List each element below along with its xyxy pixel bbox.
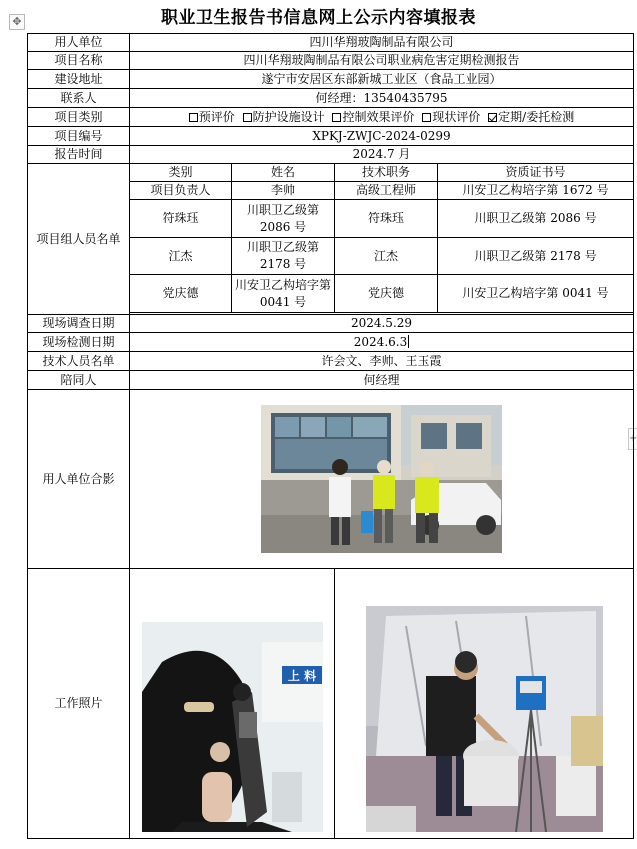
member-name[interactable]: 江杰 [130,238,232,275]
work-photo-1-cell[interactable] [130,569,335,839]
companion-label: 陪同人 [28,371,130,390]
project-no-label: 项目编号 [28,127,130,146]
work-photo-2-cell[interactable] [335,569,634,839]
checkbox-checked-icon[interactable] [488,113,497,122]
contact-label: 联系人 [28,89,130,108]
member-name-2[interactable]: 江杰 [335,238,438,275]
survey-date-value[interactable]: 2024.5.29 [130,315,634,333]
row-test-date [28,333,634,352]
team-header-cert: 资质证书号 [438,164,634,182]
checkbox-icon[interactable] [332,113,341,122]
option-protection-design[interactable] [243,110,325,124]
lead-cert[interactable]: 川安卫乙构培字第 1672 号 [438,182,634,200]
project-type-label: 项目类别 [28,108,130,127]
tech-staff-label: 技术人员名单 [28,352,130,371]
row-group-photo [28,390,634,569]
checkbox-icon[interactable] [243,113,252,122]
option-status-evaluation[interactable] [422,110,480,124]
project-name-label: 项目名称 [28,52,130,70]
row-address [28,70,634,89]
member-cert[interactable]: 川安卫乙构培字第 0041 号 [438,275,634,313]
page-title: 职业卫生报告书信息网上公示内容填报表 [161,8,476,28]
report-time-label: 报告时间 [28,146,130,164]
disclosure-form-table [27,33,634,839]
work-photos-label: 工作照片 [28,569,130,839]
text-cursor [408,335,409,348]
work-photo-2-image[interactable] [366,606,603,832]
option-control-effect[interactable] [332,110,414,124]
member-name-2[interactable]: 符珠珏 [335,200,438,238]
sign-text: 上 料 [287,669,316,683]
report-time-value[interactable]: 2024.7 月 [130,146,634,164]
row-work-photos [28,569,634,839]
address-value[interactable]: 遂宁市安居区东部新城工业区（食品工业园） [130,70,634,89]
test-date-text: 2024.6.3 [353,334,408,349]
option-pre-evaluation[interactable] [189,110,235,124]
lead-category[interactable]: 项目负责人 [130,182,232,200]
member-name[interactable]: 符珠珏 [130,200,232,238]
contact-value[interactable]: 何经理：13540435795 [130,89,634,108]
lead-name[interactable]: 李帅 [232,182,335,200]
row-survey-date [28,315,634,333]
option-label: 现状评价 [432,109,481,124]
member-title[interactable]: 川职卫乙级第 2086 号 [232,200,335,238]
row-project-name [28,52,634,70]
employer-value[interactable]: 四川华翔玻陶制品有限公司 [130,34,634,52]
row-companion [28,371,634,390]
table-move-handle-icon[interactable]: ✥ [9,14,25,30]
team-header-category: 类别 [130,164,232,182]
row-project-type [28,108,634,127]
member-name[interactable]: 党庆德 [130,275,232,313]
member-title[interactable]: 川安卫乙构培字第 0041 号 [232,275,335,313]
project-no-value[interactable]: XPKJ-ZWJC-2024-0299 [130,127,634,146]
survey-date-label: 现场调查日期 [28,315,130,333]
team-header-row [28,164,634,182]
checkbox-icon[interactable] [189,113,198,122]
option-label: 防护设施设计 [252,109,325,124]
team-header-name: 姓名 [232,164,335,182]
project-name-value[interactable]: 四川华翔玻陶制品有限公司职业病危害定期检测报告 [130,52,634,70]
tech-staff-value[interactable]: 许会文、李帅、王玉霞 [130,352,634,371]
member-name-2[interactable]: 党庆德 [335,275,438,313]
option-periodic-testing[interactable] [488,110,574,124]
group-photo-cell[interactable] [130,390,634,569]
row-tech-staff [28,352,634,371]
row-employer [28,34,634,52]
companion-value[interactable]: 何经理 [130,371,634,390]
work-photo-1-image[interactable] [142,622,323,832]
test-date-value[interactable] [130,333,634,352]
table-add-column-icon[interactable]: + [628,428,637,450]
team-label: 项目组人员名单 [28,164,130,315]
row-contact [28,89,634,108]
lead-title[interactable]: 高级工程师 [335,182,438,200]
group-photo-image[interactable] [261,405,502,553]
row-report-time [28,146,634,164]
option-label: 预评价 [198,109,235,124]
group-photo-label: 用人单位合影 [28,390,130,569]
checkbox-icon[interactable] [422,113,431,122]
member-cert[interactable]: 川职卫乙级第 2086 号 [438,200,634,238]
team-header-title: 技术职务 [335,164,438,182]
member-cert[interactable]: 川职卫乙级第 2178 号 [438,238,634,275]
option-label: 定期/委托检测 [498,109,575,124]
option-label: 控制效果评价 [342,109,415,124]
address-label: 建设地址 [28,70,130,89]
row-project-no [28,127,634,146]
test-date-label: 现场检测日期 [28,333,130,352]
employer-label: 用人单位 [28,34,130,52]
member-title[interactable]: 川职卫乙级第 2178 号 [232,238,335,275]
project-type-options [130,108,634,127]
